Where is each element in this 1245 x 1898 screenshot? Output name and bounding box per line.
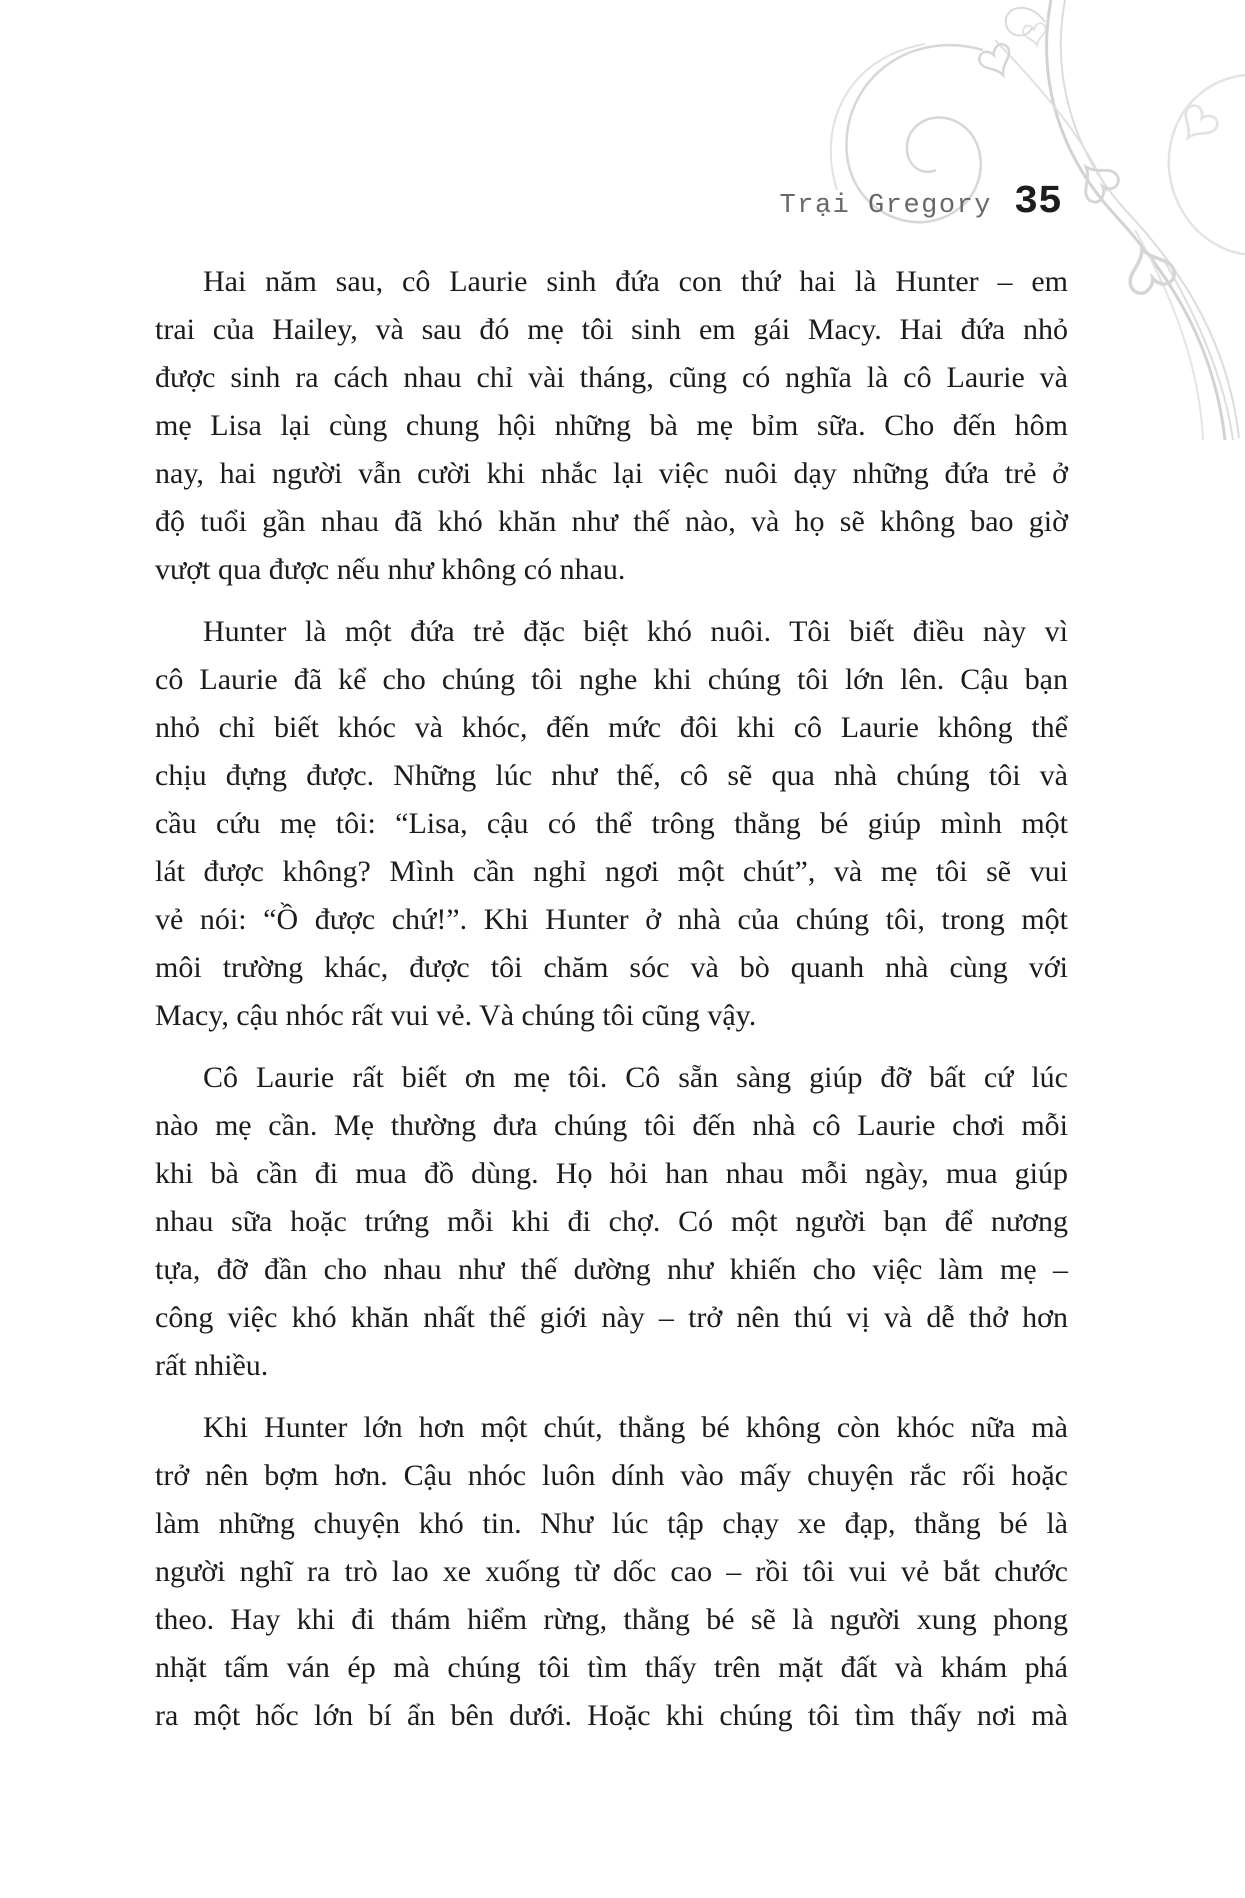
text-line: môi trường khác, được tôi chăm sóc và bò quanh nhà cùng với bbox=[155, 951, 1068, 984]
text-line: Hunter là một đứa trẻ đặc biệt khó nuôi. Tôi biết điều này vì bbox=[203, 615, 1068, 648]
page-number: 35 bbox=[1013, 180, 1062, 225]
text-line: ra một hốc lớn bí ẩn bên dưới. Hoặc khi chúng tôi tìm thấy nơi mà bbox=[155, 1699, 1068, 1732]
text-line: trở nên bợm hơn. Cậu nhóc luôn dính vào mấy chuyện rắc rối hoặc bbox=[155, 1459, 1068, 1492]
text-line: rất nhiều. bbox=[155, 1349, 269, 1382]
text-line: theo. Hay khi đi thám hiểm rừng, thằng bé sẽ là người xung phong bbox=[155, 1603, 1068, 1636]
text-line: công việc khó khăn nhất thế giới này – trở nên thú vị và dễ thở hơn bbox=[155, 1301, 1068, 1334]
text-line: cô Laurie đã kể cho chúng tôi nghe khi chúng tôi lớn lên. Cậu bạn bbox=[155, 663, 1068, 696]
text-line: khi bà cần đi mua đồ dùng. Họ hỏi han nhau mỗi ngày, mua giúp bbox=[155, 1157, 1068, 1190]
text-line: Khi Hunter lớn hơn một chút, thằng bé không còn khóc nữa mà bbox=[203, 1411, 1068, 1444]
text-line: làm những chuyện khó tin. Như lúc tập chạy xe đạp, thằng bé là bbox=[155, 1507, 1068, 1540]
paragraph bbox=[155, 1404, 1068, 1740]
text-line: độ tuổi gần nhau đã khó khăn như thế nào, và họ sẽ không bao giờ bbox=[155, 505, 1068, 538]
body-text bbox=[155, 258, 1068, 1740]
text-line: người nghĩ ra trò lao xe xuống từ dốc cao – rồi tôi vui vẻ bắt chước bbox=[155, 1555, 1068, 1588]
paragraph bbox=[155, 1054, 1068, 1390]
text-line: vẻ nói: “Ồ được chứ!”. Khi Hunter ở nhà của chúng tôi, trong một bbox=[155, 903, 1068, 936]
text-line: Cô Laurie rất biết ơn mẹ tôi. Cô sẵn sàng giúp đỡ bất cứ lúc bbox=[203, 1061, 1068, 1094]
text-line: cầu cứu mẹ tôi: “Lisa, cậu có thể trông thằng bé giúp mình một bbox=[155, 807, 1068, 840]
text-line: nhỏ chỉ biết khóc và khóc, đến mức đôi khi cô Laurie không thể bbox=[155, 711, 1068, 744]
paragraph bbox=[155, 258, 1068, 594]
text-line: chịu đựng được. Những lúc như thế, cô sẽ qua nhà chúng tôi và bbox=[155, 759, 1068, 792]
text-line: trai của Hailey, và sau đó mẹ tôi sinh em gái Macy. Hai đứa nhỏ bbox=[155, 313, 1068, 346]
running-header bbox=[780, 180, 1062, 225]
text-line: lát được không? Mình cần nghỉ ngơi một chút”, và mẹ tôi sẽ vui bbox=[155, 855, 1068, 888]
text-line: nhau sữa hoặc trứng mỗi khi đi chợ. Có một người bạn để nương bbox=[155, 1205, 1068, 1238]
text-line: mẹ Lisa lại cùng chung hội những bà mẹ bỉm sữa. Cho đến hôm bbox=[155, 409, 1068, 442]
paragraph bbox=[155, 608, 1068, 1040]
text-line: tựa, đỡ đần cho nhau như thế dường như khiến cho việc làm mẹ – bbox=[155, 1253, 1068, 1286]
text-line: nhặt tấm ván ép mà chúng tôi tìm thấy trên mặt đất và khám phá bbox=[155, 1651, 1068, 1684]
text-line: Macy, cậu nhóc rất vui vẻ. Và chúng tôi cũng vậy. bbox=[155, 999, 757, 1032]
text-line: Hai năm sau, cô Laurie sinh đứa con thứ hai là Hunter – em bbox=[203, 265, 1068, 298]
text-line: được sinh ra cách nhau chỉ vài tháng, cũng có nghĩa là cô Laurie và bbox=[155, 361, 1068, 394]
text-line: vượt qua được nếu như không có nhau. bbox=[155, 553, 626, 586]
chapter-title: Trại Gregory bbox=[779, 191, 992, 221]
text-line: nay, hai người vẫn cười khi nhắc lại việc nuôi dạy những đứa trẻ ở bbox=[155, 457, 1068, 490]
text-line: nào mẹ cần. Mẹ thường đưa chúng tôi đến nhà cô Laurie chơi mỗi bbox=[155, 1109, 1068, 1142]
